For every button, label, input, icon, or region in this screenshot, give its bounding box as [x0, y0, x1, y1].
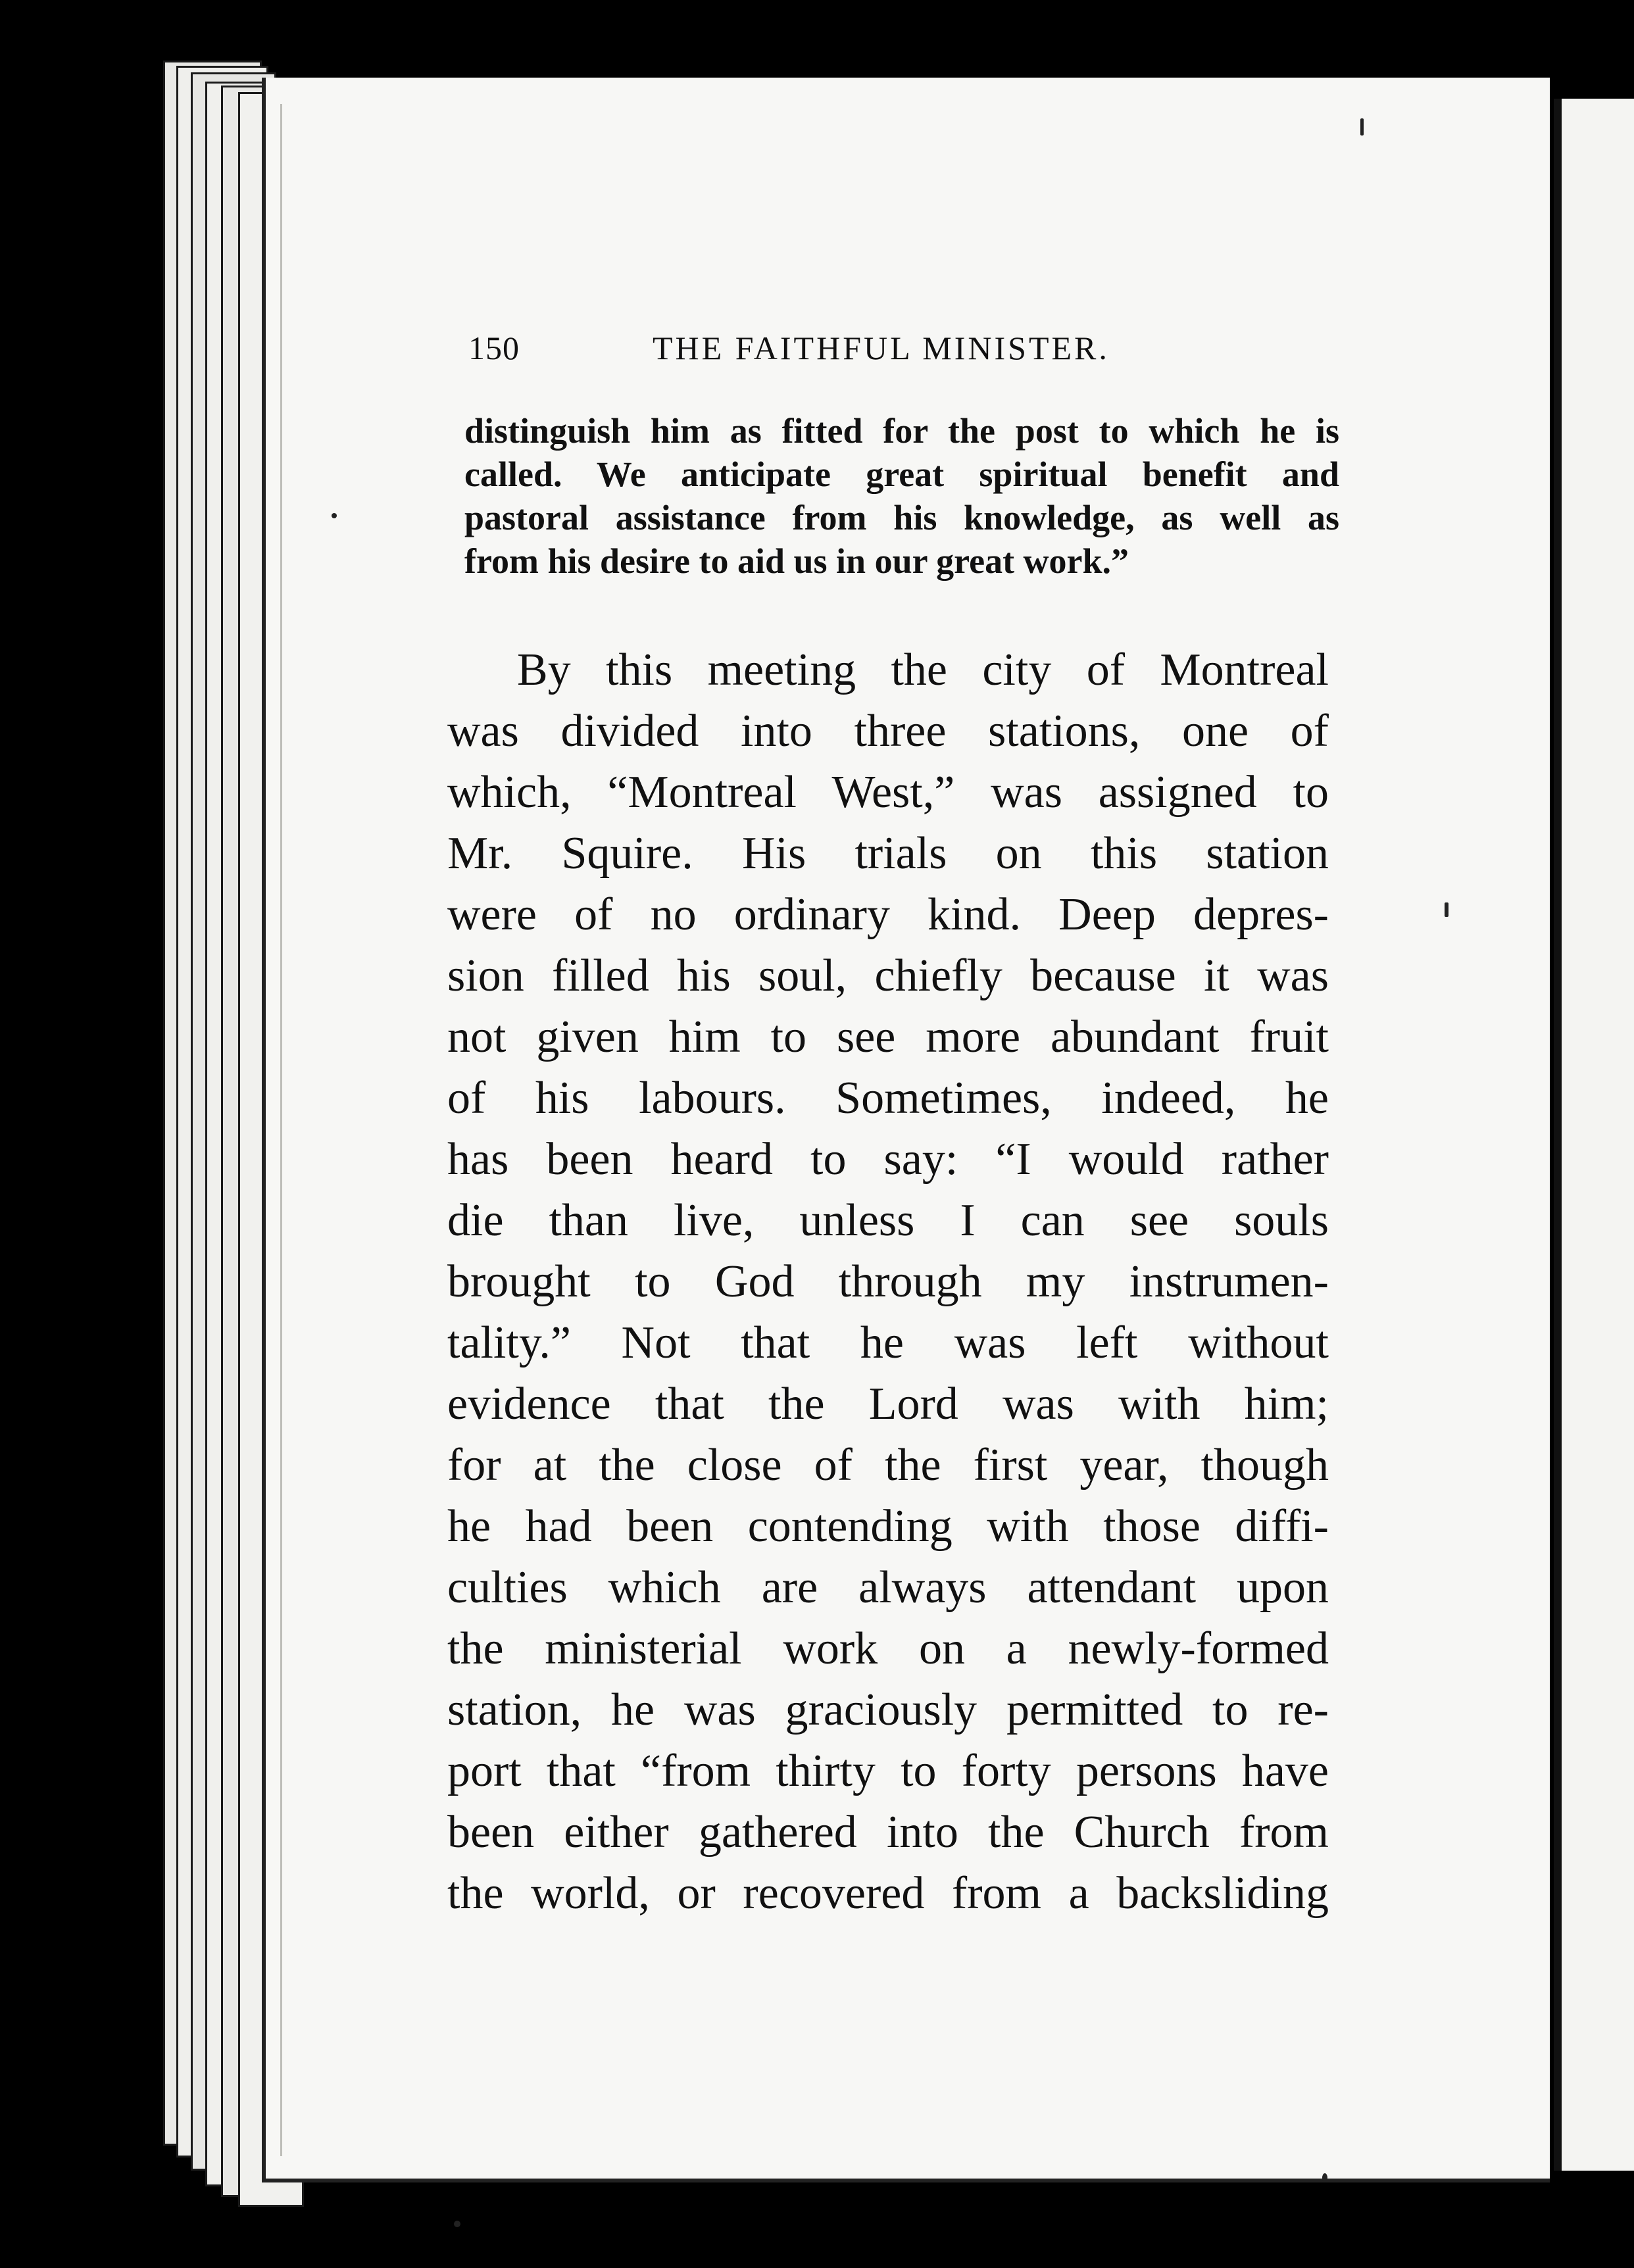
- body-line: Mr. Squire. His trials on this station: [447, 828, 1329, 879]
- ink-speck: [454, 2221, 460, 2227]
- body-line: port that “from thirty to forty persons have: [447, 1746, 1329, 1796]
- quoted-passage: [464, 409, 1339, 583]
- quote-line: pastoral assistance from his knowledge, as well as: [464, 498, 1339, 537]
- page-fold-line: [280, 104, 282, 2156]
- ink-speck: [1322, 2173, 1327, 2182]
- body-line: the ministerial work on a newly-formed: [447, 1623, 1329, 1674]
- body-line: for at the close of the first year, though: [447, 1440, 1329, 1491]
- body-line: the world, or recovered from a backsliding: [447, 1868, 1329, 1919]
- ink-speck: [1445, 902, 1448, 917]
- body-line: been either gathered into the Church from: [447, 1807, 1329, 1858]
- ink-speck: [1360, 118, 1364, 136]
- body-line: tality.” Not that he was left without: [447, 1318, 1329, 1368]
- body-line: of his labours. Sometimes, indeed, he: [447, 1073, 1329, 1123]
- page-header: [468, 329, 1324, 382]
- body-line: brought to God through my instrumen-: [447, 1256, 1329, 1307]
- body-line: station, he was graciously permitted to re-: [447, 1685, 1329, 1735]
- body-line: evidence that the Lord was with him;: [447, 1379, 1329, 1429]
- quote-line: called. We anticipate great spiritual benefit and: [464, 455, 1339, 494]
- facing-page-strip: [1554, 99, 1634, 2171]
- body-line: culties which are always attendant upon: [447, 1562, 1329, 1613]
- body-line: die than live, unless I can see souls: [447, 1195, 1329, 1246]
- body-line: By this meeting the city of Montreal: [517, 645, 1329, 695]
- body-line: has been heard to say: “I would rather: [447, 1134, 1329, 1185]
- body-paragraph: [447, 639, 1329, 1924]
- running-title: THE FAITHFUL MINISTER.: [653, 330, 1110, 366]
- ink-speck: [332, 513, 337, 518]
- body-line: which, “Montreal West,” was assigned to: [447, 767, 1329, 818]
- body-line: were of no ordinary kind. Deep depres-: [447, 889, 1329, 940]
- body-line: sion filled his soul, chiefly because it was: [447, 950, 1329, 1001]
- quote-line: distinguish him as fitted for the post to which he is: [464, 411, 1339, 451]
- page-number: 150: [468, 330, 520, 366]
- body-line: he had been contending with those diffi-: [447, 1501, 1329, 1552]
- quote-line: from his desire to aid us in our great work.”: [464, 541, 1129, 581]
- body-line: not given him to see more abundant fruit: [447, 1012, 1329, 1062]
- body-line: was divided into three stations, one of: [447, 706, 1329, 756]
